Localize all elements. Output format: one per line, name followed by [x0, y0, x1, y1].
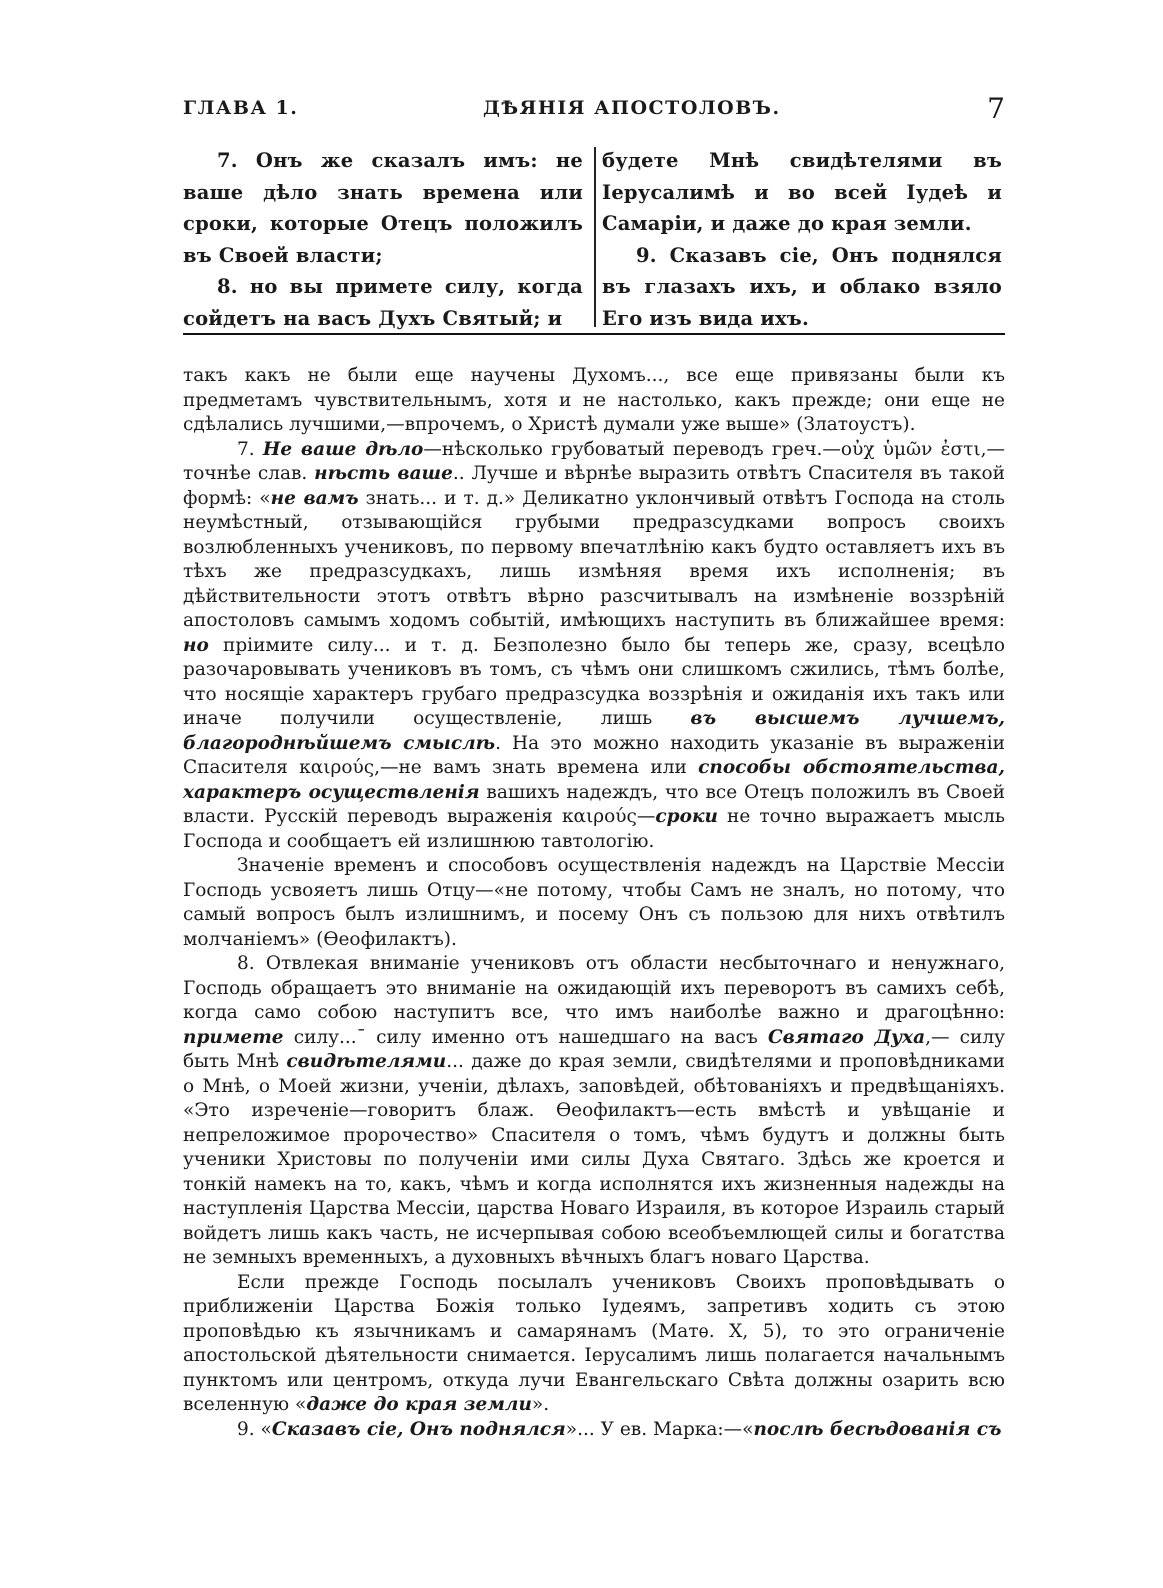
- verse-column-right: [602, 145, 1002, 334]
- page-number: 7: [987, 92, 1005, 125]
- commentary-paragraph-6: 9. «Сказавъ сіе, Онъ поднялся»... У ев. Марка:—«послѣ бесѣдованія съ: [237, 1418, 1002, 1440]
- verse-8-end: будете Мнѣ свидѣтелями въ Іерусалимѣ и во всей Іудеѣ и Самаріи, и даже до края земли.: [602, 149, 1002, 235]
- verse-column-left: [183, 145, 583, 334]
- verse-7: 7. Онъ же сказалъ имъ: не ваше дѣло знать времена или сроки, которые Отецъ положилъ въ Своей власти;: [183, 149, 583, 267]
- commentary: [183, 364, 1005, 1442]
- commentary-paragraph-3: Значеніе временъ и способовъ осуществленія надеждъ на Царствіе Мессіи Господь усвояетъ лишь Отцу—«не потому, чтобы Самъ не зналъ, но потому, что самый вопросъ былъ излишнимъ, и посему Онъ съ пользою для нихъ отвѣтилъ молчаніемъ» (Ѳеофилактъ).: [183, 855, 1005, 950]
- verse-8-start: 8. но вы примете силу, когда сойдетъ на васъ Духъ Святый; и: [183, 275, 583, 330]
- running-header: [183, 92, 1005, 124]
- commentary-paragraph-4: 8. Отвлекая вниманіе учениковъ отъ области несбыточнаго и ненужнаго, Господь обращаетъ это вниманіе на ожидающій ихъ переворотъ въ самихъ себѣ, когда само собою наступитъ все, что имъ наиболѣе важно и драгоцѣнно: примете силу...¯ силу именно отъ нашедшаго на васъ Святаго Духа,— силу быть Мнѣ свидѣтелями... даже до края земли, свидѣтелями и проповѣдниками о Мнѣ, о Моей жизни, ученіи, дѣлахъ, заповѣдей, обѣтованіяхъ и предвѣщаніяхъ. «Это изреченіе—говоритъ блаж. Ѳеофилактъ—есть вмѣстѣ и увѣщаніе и непреложимое пророчество» Спасителя о томъ, чѣмъ будутъ и должны быть ученики Христовы по полученіи ими силы Духа Святаго. Здѣсь же кроется и тонкій намекъ на то, какъ, чѣмъ и когда исполнятся ихъ жизненныя надежды на наступленія Царства Мессіи, царства Новаго Израиля, въ которое Израиль старый войдетъ лишь какъ часть, не исчерпывая собою всеобъемлющей силы и богатства не земныхъ временныхъ, а духовныхъ вѣчныхъ благъ новаго Царства.: [183, 953, 1006, 1268]
- scripture-verses: [183, 145, 1005, 331]
- chapter-label: ГЛАВА 1.: [183, 97, 299, 119]
- commentary-paragraph-2: 7. Не ваше дѣло—нѣсколько грубоватый переводъ греч.—οὐχ ὑμῶν ἐστι,— точнѣе слав. нѣсть ваше.. Лучше и вѣрнѣе выразить отвѣтъ Спасителя въ такой формѣ: «не вамъ знать... и т. д.» Деликатно уклончивый отвѣтъ Господа на столь неумѣстный, отзывающійся грубыми предразсудками вопросъ своихъ возлюбленныхъ учениковъ, по первому впечатлѣнію какъ будто оставляетъ ихъ въ тѣхъ же предразсудкахъ, лишь измѣняя время ихъ исполненія; въ дѣйствительности этотъ отвѣтъ вѣрно разсчитывалъ на измѣненіе воззрѣній апостоловъ самымъ ходомъ событій, имѣющихъ наступить въ ближайшее время: но пріимите силу... и т. д. Безполезно было бы теперь же, сразу, всецѣло разочаровывать учениковъ въ томъ, съ чѣмъ они слишкомъ сжились, тѣмъ болѣе, что носящіе характеръ грубаго предразсудка воззрѣнія и ожиданія ихъ такъ или иначе получили осуществленіе, лишь въ высшемъ лучшемъ, благороднѣйшемъ смыслѣ. На это можно находить указаніе въ выраженіи Спасителя καιρούς,—не вамъ знать времена или способы обстоятельства, характеръ осуществленія вашихъ надеждъ, что все Отецъ положилъ въ Своей власти. Русскій переводъ выраженія καιρούς—сроки не точно выражаетъ мысль Господа и сообщаетъ ей излишнюю тавтологію.: [183, 438, 1006, 852]
- commentary-paragraph-5: Если прежде Господь посылалъ учениковъ Своихъ проповѣдывать о приближеніи Царства Божія только Іудеямъ, запретивъ ходить съ этою проповѣдью къ язычникамъ и самарянамъ (Матѳ. X, 5), то это ограниченіе апостольской дѣятельности снимается. Іерусалимъ лишь полагается начальнымъ пунктомъ или центромъ, откуда лучи Евангельскаго Свѣта должны озарить всю вселенную «даже до края земли».: [183, 1271, 1005, 1415]
- column-divider: [594, 147, 596, 327]
- book-title: ДѢЯНІЯ АПОСТОЛОВЪ.: [483, 97, 781, 119]
- horizontal-rule: [183, 333, 1005, 335]
- verse-9: 9. Сказавъ сіе, Онъ поднялся въ глазахъ ихъ, и облако взяло Его изъ вида ихъ.: [602, 243, 1002, 330]
- commentary-paragraph-1: такъ какъ не были еще научены Духомъ..., все еще привязаны были къ предметамъ чувствительнымъ, хотя и не настолько, какъ прежде; они еще не сдѣлались лучшими,—впрочемъ, о Христѣ думали уже выше» (Златоустъ).: [183, 365, 1005, 435]
